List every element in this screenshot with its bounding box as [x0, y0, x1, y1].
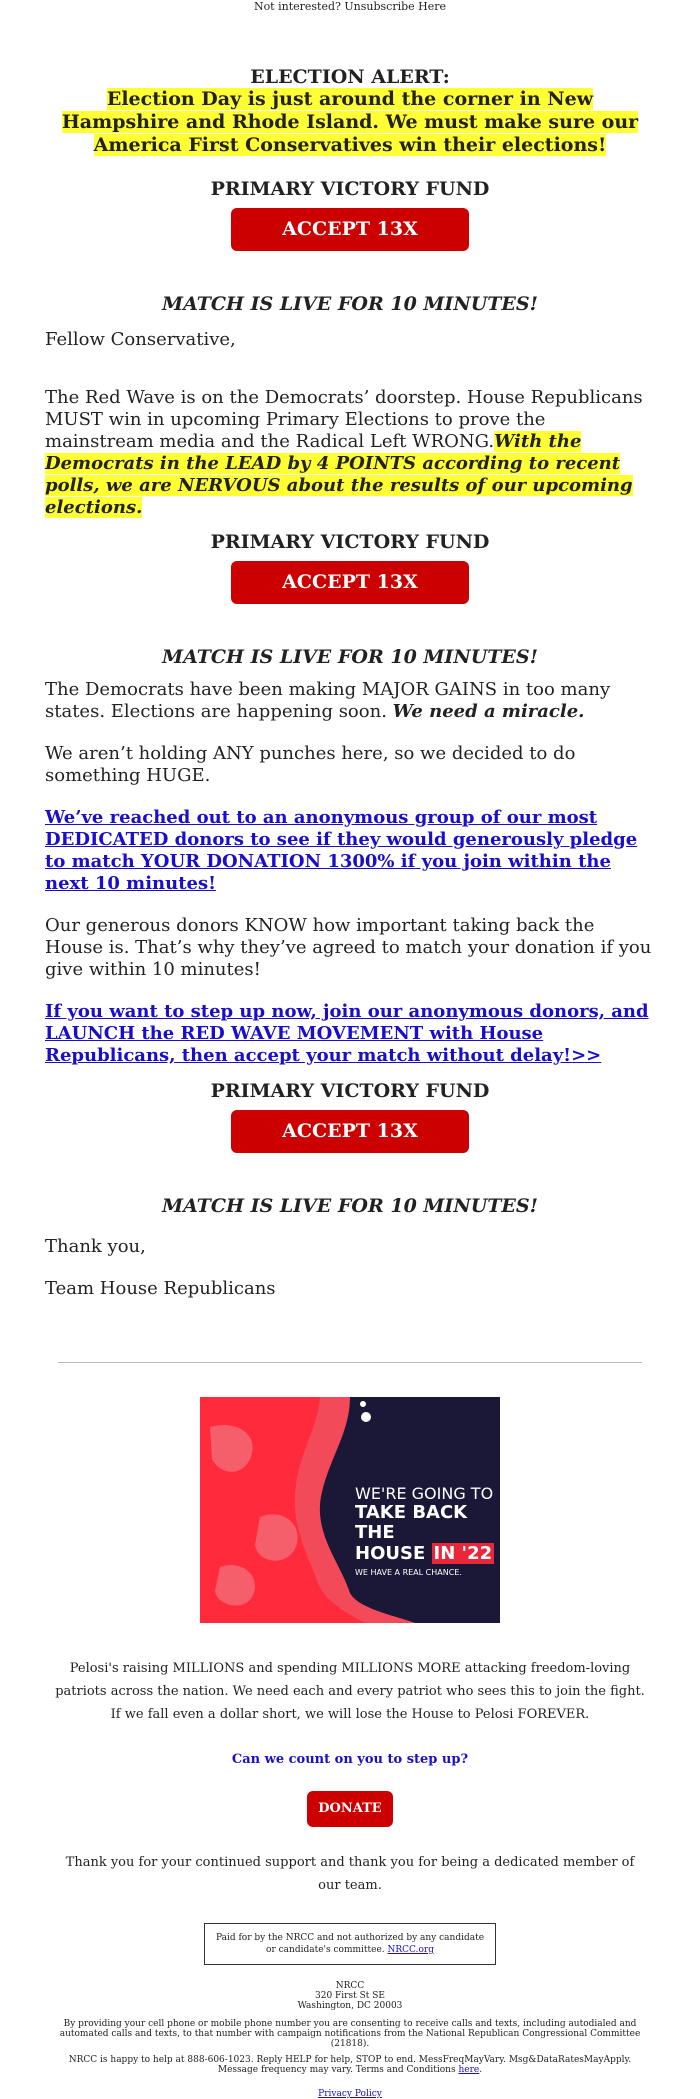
footer-help-text: NRCC is happy to help at 888-606-1023. Reply HELP for help, STOP to end. MessFreqMayVary. Msg&DataRatesMayApply. Message frequency may vary. Terms and Conditions	[68, 2055, 632, 2075]
donor-pledge-link-wrap	[45, 807, 655, 895]
promo-line-2: TAKE BACK THE	[355, 1502, 468, 1543]
promo-line-1: WE'RE GOING TO	[355, 1484, 494, 1503]
accept-match-button-3[interactable]: ACCEPT 13X MATCH	[231, 1110, 469, 1153]
promo-line-3a: HOUSE	[355, 1543, 426, 1564]
footer-help: NRCC is happy to help at 888-606-1023. Reply HELP for help, STOP to end. MessFreqMayVary. Msg&DataRatesMayApply. Message frequency may vary. Terms and Conditions here.	[68, 2055, 632, 2075]
footer-org: NRCC	[335, 1981, 365, 1991]
paid-for-box	[204, 1923, 496, 1965]
footer-address-1: 320 First St SE	[315, 1991, 385, 2001]
match-live-text-2: MATCH IS LIVE FOR 10 MINUTES!	[162, 646, 538, 668]
unsubscribe-link[interactable]: Not interested? Unsubscribe Here	[253, 0, 447, 13]
promo-line-4: WE HAVE A REAL CHANCE.	[355, 1568, 462, 1577]
paragraph-4: Our generous donors KNOW how important taking back the House is. That’s why they’ve agreed to match your donation if you give within 10 minutes!	[45, 915, 652, 980]
fund-label-2: PRIMARY VICTORY FUND	[210, 531, 490, 553]
accept-match-button-1[interactable]: ACCEPT 13X MATCH	[231, 208, 469, 251]
paragraph-1-emphasis: With the Democrats in the LEAD by 4 POINTS according to recent polls, we are NERVOUS about the results of our upcoming elections.	[45, 431, 633, 518]
nrcc-link[interactable]: NRCC.org	[387, 1945, 434, 1955]
step-up-link[interactable]: If you want to step up now, join our anonymous donors, and LAUNCH the RED WAVE MOVEMENT with House Republicans, then accept your match without delay!>>	[45, 1001, 649, 1066]
match-live-text-1: MATCH IS LIVE FOR 10 MINUTES!	[162, 293, 538, 315]
election-alert-title: ELECTION ALERT:	[250, 66, 450, 88]
footer-consent: By providing your cell phone or mobile phone number you are consenting to receive calls and texts, including autodialed and automated calls and texts, to that number with campaign notifications from the National Republican Congressional Committee (21818).	[59, 2019, 641, 2049]
step-up-question-link[interactable]: Can we count on you to step up?	[231, 1752, 469, 1767]
fund-label-3: PRIMARY VICTORY FUND	[210, 1080, 490, 1102]
greeting: Fellow Conservative,	[45, 329, 236, 350]
alert-highlight-text: Election Day is just around the corner in New Hampshire and Rhode Island. We must make sure our America First Conservatives win their elections!	[61, 88, 639, 156]
match-live-text-3: MATCH IS LIVE FOR 10 MINUTES!	[162, 1195, 538, 1217]
email-body	[45, 0, 655, 1300]
promo-section	[55, 1657, 645, 1897]
step-up-link-wrap	[45, 1001, 655, 1067]
closing: Thank you,	[45, 1236, 146, 1257]
promo-line-3b: IN '22	[433, 1543, 493, 1564]
terms-link[interactable]: here	[458, 2065, 480, 2075]
promo-body: Pelosi's raising MILLIONS and spending MILLIONS MORE attacking freedom-loving patriots across the nation. We need each and every patriot who sees this to join the fight. If we fall even a dollar short, we will lose the House to Pelosi FOREVER.	[55, 1661, 645, 1722]
paragraph-2-text: The Democrats have been making MAJOR GAINS in too many states. Elections are happening soon.	[45, 679, 611, 722]
donor-pledge-link[interactable]: We’ve reached out to an anonymous group of our most DEDICATED donors to see if they would generously pledge to match YOUR DONATION 1300% if you join within the next 10 minutes!	[45, 807, 638, 894]
accept-match-button-2[interactable]: ACCEPT 13X MATCH	[231, 561, 469, 604]
footer-address-2: Washington, DC 20003	[297, 2001, 403, 2011]
question-link-wrap	[55, 1748, 645, 1771]
paid-for-text: Paid for by the NRCC and not authorized by any candidate or candidate's committee.	[215, 1933, 485, 1955]
signature: Team House Republicans	[45, 1278, 276, 1299]
paragraph-1	[45, 387, 655, 519]
divider	[58, 1362, 642, 1363]
thanks-text: Thank you for your continued support and thank you for being a dedicated member of our team.	[65, 1855, 635, 1893]
donate-button[interactable]: DONATE	[307, 1791, 393, 1827]
election-alert-body	[45, 88, 655, 157]
paragraph-1-text: The Red Wave is on the Democrats’ doorstep. House Republicans MUST win in upcoming Primary Elections to prove the mainstream media and the Radical Left WRONG.	[45, 387, 643, 452]
paragraph-2	[45, 679, 655, 723]
paragraph-3: We aren’t holding ANY punches here, so we decided to do something HUGE.	[45, 743, 576, 786]
paragraph-2-emphasis: We need a miracle.	[392, 701, 585, 722]
privacy-policy-link[interactable]: Privacy Policy	[318, 2089, 382, 2099]
fund-label-1: PRIMARY VICTORY FUND	[210, 178, 490, 200]
footer	[50, 1981, 650, 2099]
take-back-house-image[interactable]	[200, 1397, 500, 1623]
